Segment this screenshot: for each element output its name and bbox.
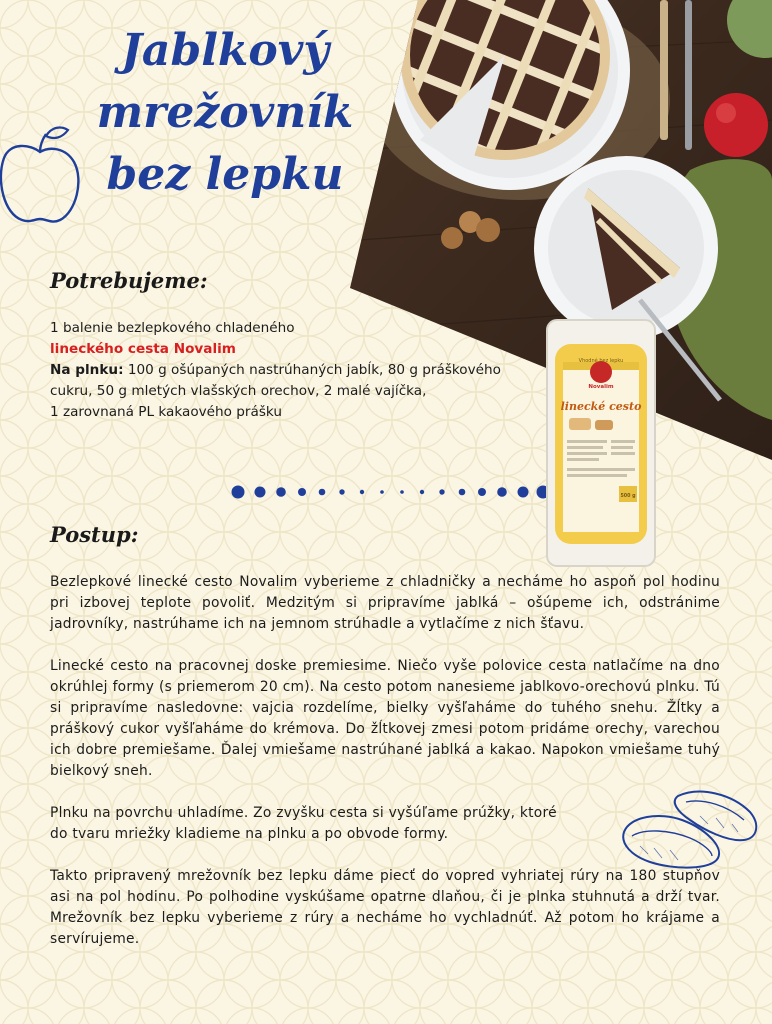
apple-slices-icon [620,786,760,872]
novalim-badge: Novalim [588,384,614,390]
filling-label: Na plnku: [50,362,124,378]
dotted-divider [228,482,553,502]
ingredient-line-4: cukru, 50 g mletých vlašských orechov, 2 malé vajíčka, [50,383,427,399]
procedure-paragraph-2: Linecké cesto na pracovnej doske premiesime. Niečo vyše polovice cesta natlačíme na dno okrúhlej formy (s priemerom 20 cm). Na cesto potom nanesieme jablkovo-orechovú plnku. Tú si pripravíme nasledovne: vajcia rozdelíme, bielky vyšľaháme do tuhého snehu. Žĺtky a práškový cukor vyšľaháme do krémova. Do žĺtkovej zmesi potom pridáme orechy, varechou ich dobre premiešame. Ďalej vmiešame nastrúhané jablká a kakao. Napokon vmiešame tuhý bielkový sneh. [50,658,720,779]
recipe-title [80,20,370,206]
package-name: linecké cesto [560,400,642,413]
ingredients-heading: Potrebujeme: [50,268,208,293]
title-line-2: mrežovník [96,87,354,138]
product-package [545,318,657,568]
novalim-badge-shape [590,361,612,383]
procedure-heading: Postup: [50,522,139,547]
ingredients-list [50,318,550,423]
package-tag: Vhodné bez lepku [578,358,624,364]
filling-text: 100 g ošúpaných nastrúhaných jabĺk, 80 g práškového [123,362,501,378]
procedure-steps [50,572,720,971]
ingredient-line-3 [50,360,550,381]
apple-outline-icon [0,122,84,232]
procedure-paragraph-3: Plnku na povrchu uhladíme. Zo zvyšku cesta si vyšúľame prúžky, ktoré do tvaru mriežky kladieme na plnku a po obvode formy. [50,805,557,842]
ingredient-line-5: 1 zarovnaná PL kakaového prášku [50,404,282,420]
procedure-paragraph-1: Bezlepkové linecké cesto Novalim vyberieme z chladničky a necháme ho aspoň pol hodinu pri izbovej teplote povoliť. Medzitým si pripravíme jablká – ošúpeme ich, odstránime jadrovníky, nastrúhame ich na jemnom strúhadle a vytlačíme z nich šťavu. [50,574,720,632]
title-line-1: Jablkový [121,25,329,76]
package-weight: 500 g [620,494,636,499]
product-link[interactable]: lineckého cesta Novalim [50,341,236,357]
title-line-3: bez lepku [106,149,344,200]
procedure-paragraph-4: Takto pripravený mrežovník bez lepku dáme piecť do vopred vyhriatej rúry na 180 stupňov asi na pol hodinu. Po polhodine vyskúšame opatrne dlaňou, či je plnka stuhnutá a drží tvar. Mrežovník bez lepku vyberieme z rúry a necháme ho vychladnúť. Až potom ho krájame a servírujeme. [50,868,720,947]
ingredient-line-1: 1 balenie bezlepkového chladeného [50,320,295,336]
